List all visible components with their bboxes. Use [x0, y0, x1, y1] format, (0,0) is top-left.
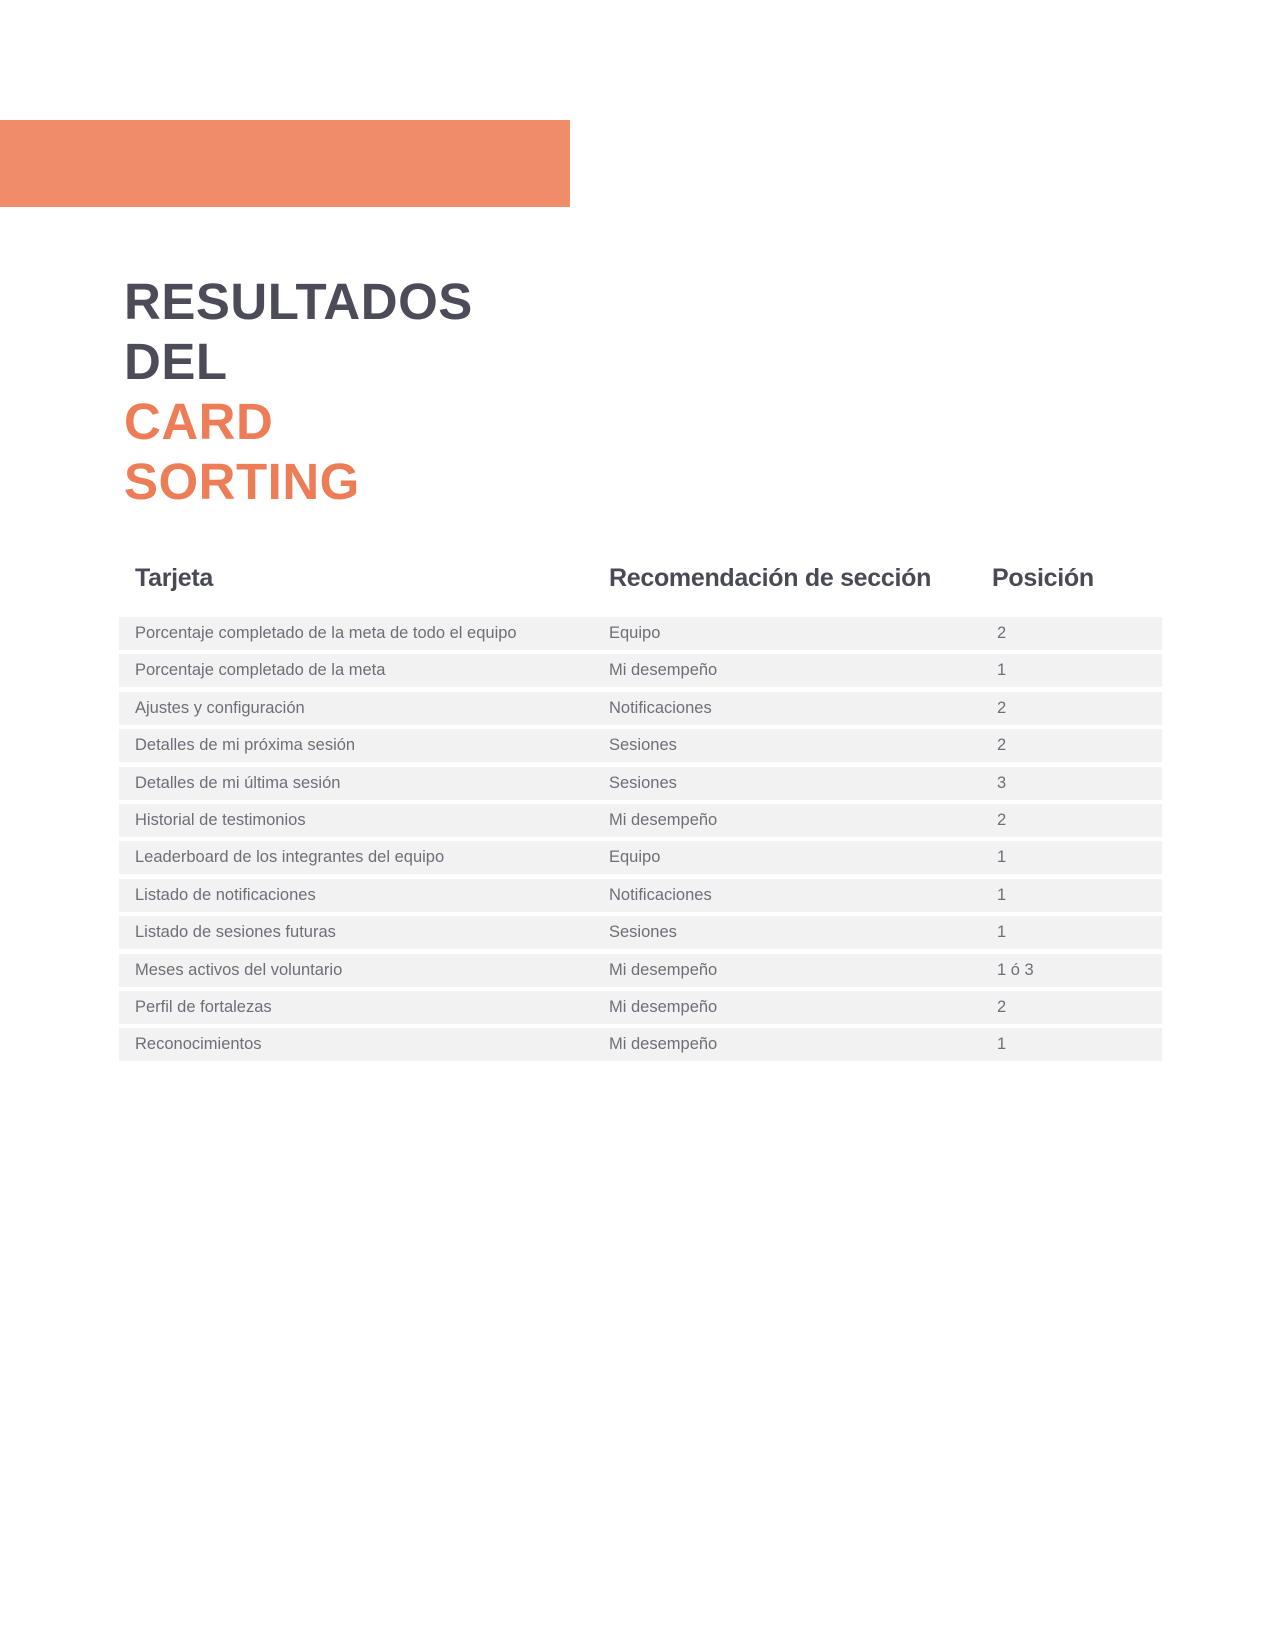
- cell-section: Notificaciones: [609, 885, 712, 904]
- cell-position: 2: [997, 736, 1007, 755]
- page-title: [124, 272, 473, 512]
- table-row: [119, 991, 1162, 1024]
- cell-section: Mi desempeño: [609, 810, 718, 829]
- title-line-1: RESULTADOS: [124, 273, 473, 330]
- cell-section: Notificaciones: [609, 698, 712, 717]
- cell-card: Porcentaje completado de la meta de todo el equipo: [135, 624, 517, 642]
- cell-card: Detalles de mi próxima sesión: [135, 736, 356, 755]
- cell-section: Sesiones: [609, 923, 677, 942]
- cell-position: 1: [997, 923, 1007, 942]
- table-row: [119, 729, 1162, 762]
- table-row: [119, 692, 1162, 725]
- table-body: [119, 617, 1162, 1061]
- cell-section: Mi desempeño: [609, 661, 718, 680]
- accent-bar: [0, 120, 570, 207]
- table-row: [119, 617, 1162, 650]
- table-row: [119, 841, 1162, 874]
- cell-position: 2: [997, 810, 1007, 829]
- cell-card: Perfil de fortalezas: [135, 997, 272, 1016]
- cell-position: 1: [997, 885, 1007, 904]
- title-line-2: DEL: [124, 333, 228, 390]
- table-row: [119, 804, 1162, 837]
- cell-card: Detalles de mi última sesión: [135, 773, 341, 792]
- cell-position: 1: [997, 1035, 1007, 1054]
- cell-card: Meses activos del voluntario: [135, 960, 343, 979]
- table-row: [119, 916, 1162, 949]
- table-row: [119, 954, 1162, 987]
- cell-position: 1 ó 3: [997, 960, 1034, 979]
- title-line-3: CARD: [124, 393, 274, 450]
- cell-section: Mi desempeño: [609, 1035, 718, 1054]
- cell-section: Equipo: [609, 848, 661, 867]
- cell-position: 1: [997, 661, 1007, 680]
- cell-card: Leaderboard de los integrantes del equipo: [135, 848, 445, 867]
- cell-section: Equipo: [609, 624, 661, 642]
- table-header: [119, 551, 1162, 605]
- header-position: Posición: [992, 563, 1094, 592]
- header-card: Tarjeta: [135, 563, 214, 592]
- cell-card: Listado de sesiones futuras: [135, 923, 336, 942]
- title-line-4: SORTING: [124, 453, 360, 510]
- cell-section: Sesiones: [609, 773, 677, 792]
- cell-position: 3: [997, 773, 1007, 792]
- cell-section: Mi desempeño: [609, 997, 718, 1016]
- table-row: [119, 767, 1162, 800]
- cell-card: Reconocimientos: [135, 1035, 262, 1054]
- cell-card: Listado de notificaciones: [135, 885, 316, 904]
- cell-position: 2: [997, 997, 1007, 1016]
- cell-card: Ajustes y configuración: [135, 698, 305, 717]
- table-row: [119, 1028, 1162, 1061]
- cell-position: 1: [997, 848, 1007, 867]
- cell-position: 2: [997, 624, 1007, 642]
- table-row: [119, 879, 1162, 912]
- cell-card: Historial de testimonios: [135, 810, 306, 829]
- cell-card: Porcentaje completado de la meta: [135, 661, 386, 680]
- header-section: Recomendación de sección: [609, 563, 932, 592]
- results-table: [119, 551, 1162, 1066]
- cell-section: Sesiones: [609, 736, 677, 755]
- table-row: [119, 654, 1162, 687]
- cell-section: Mi desempeño: [609, 960, 718, 979]
- cell-position: 2: [997, 698, 1007, 717]
